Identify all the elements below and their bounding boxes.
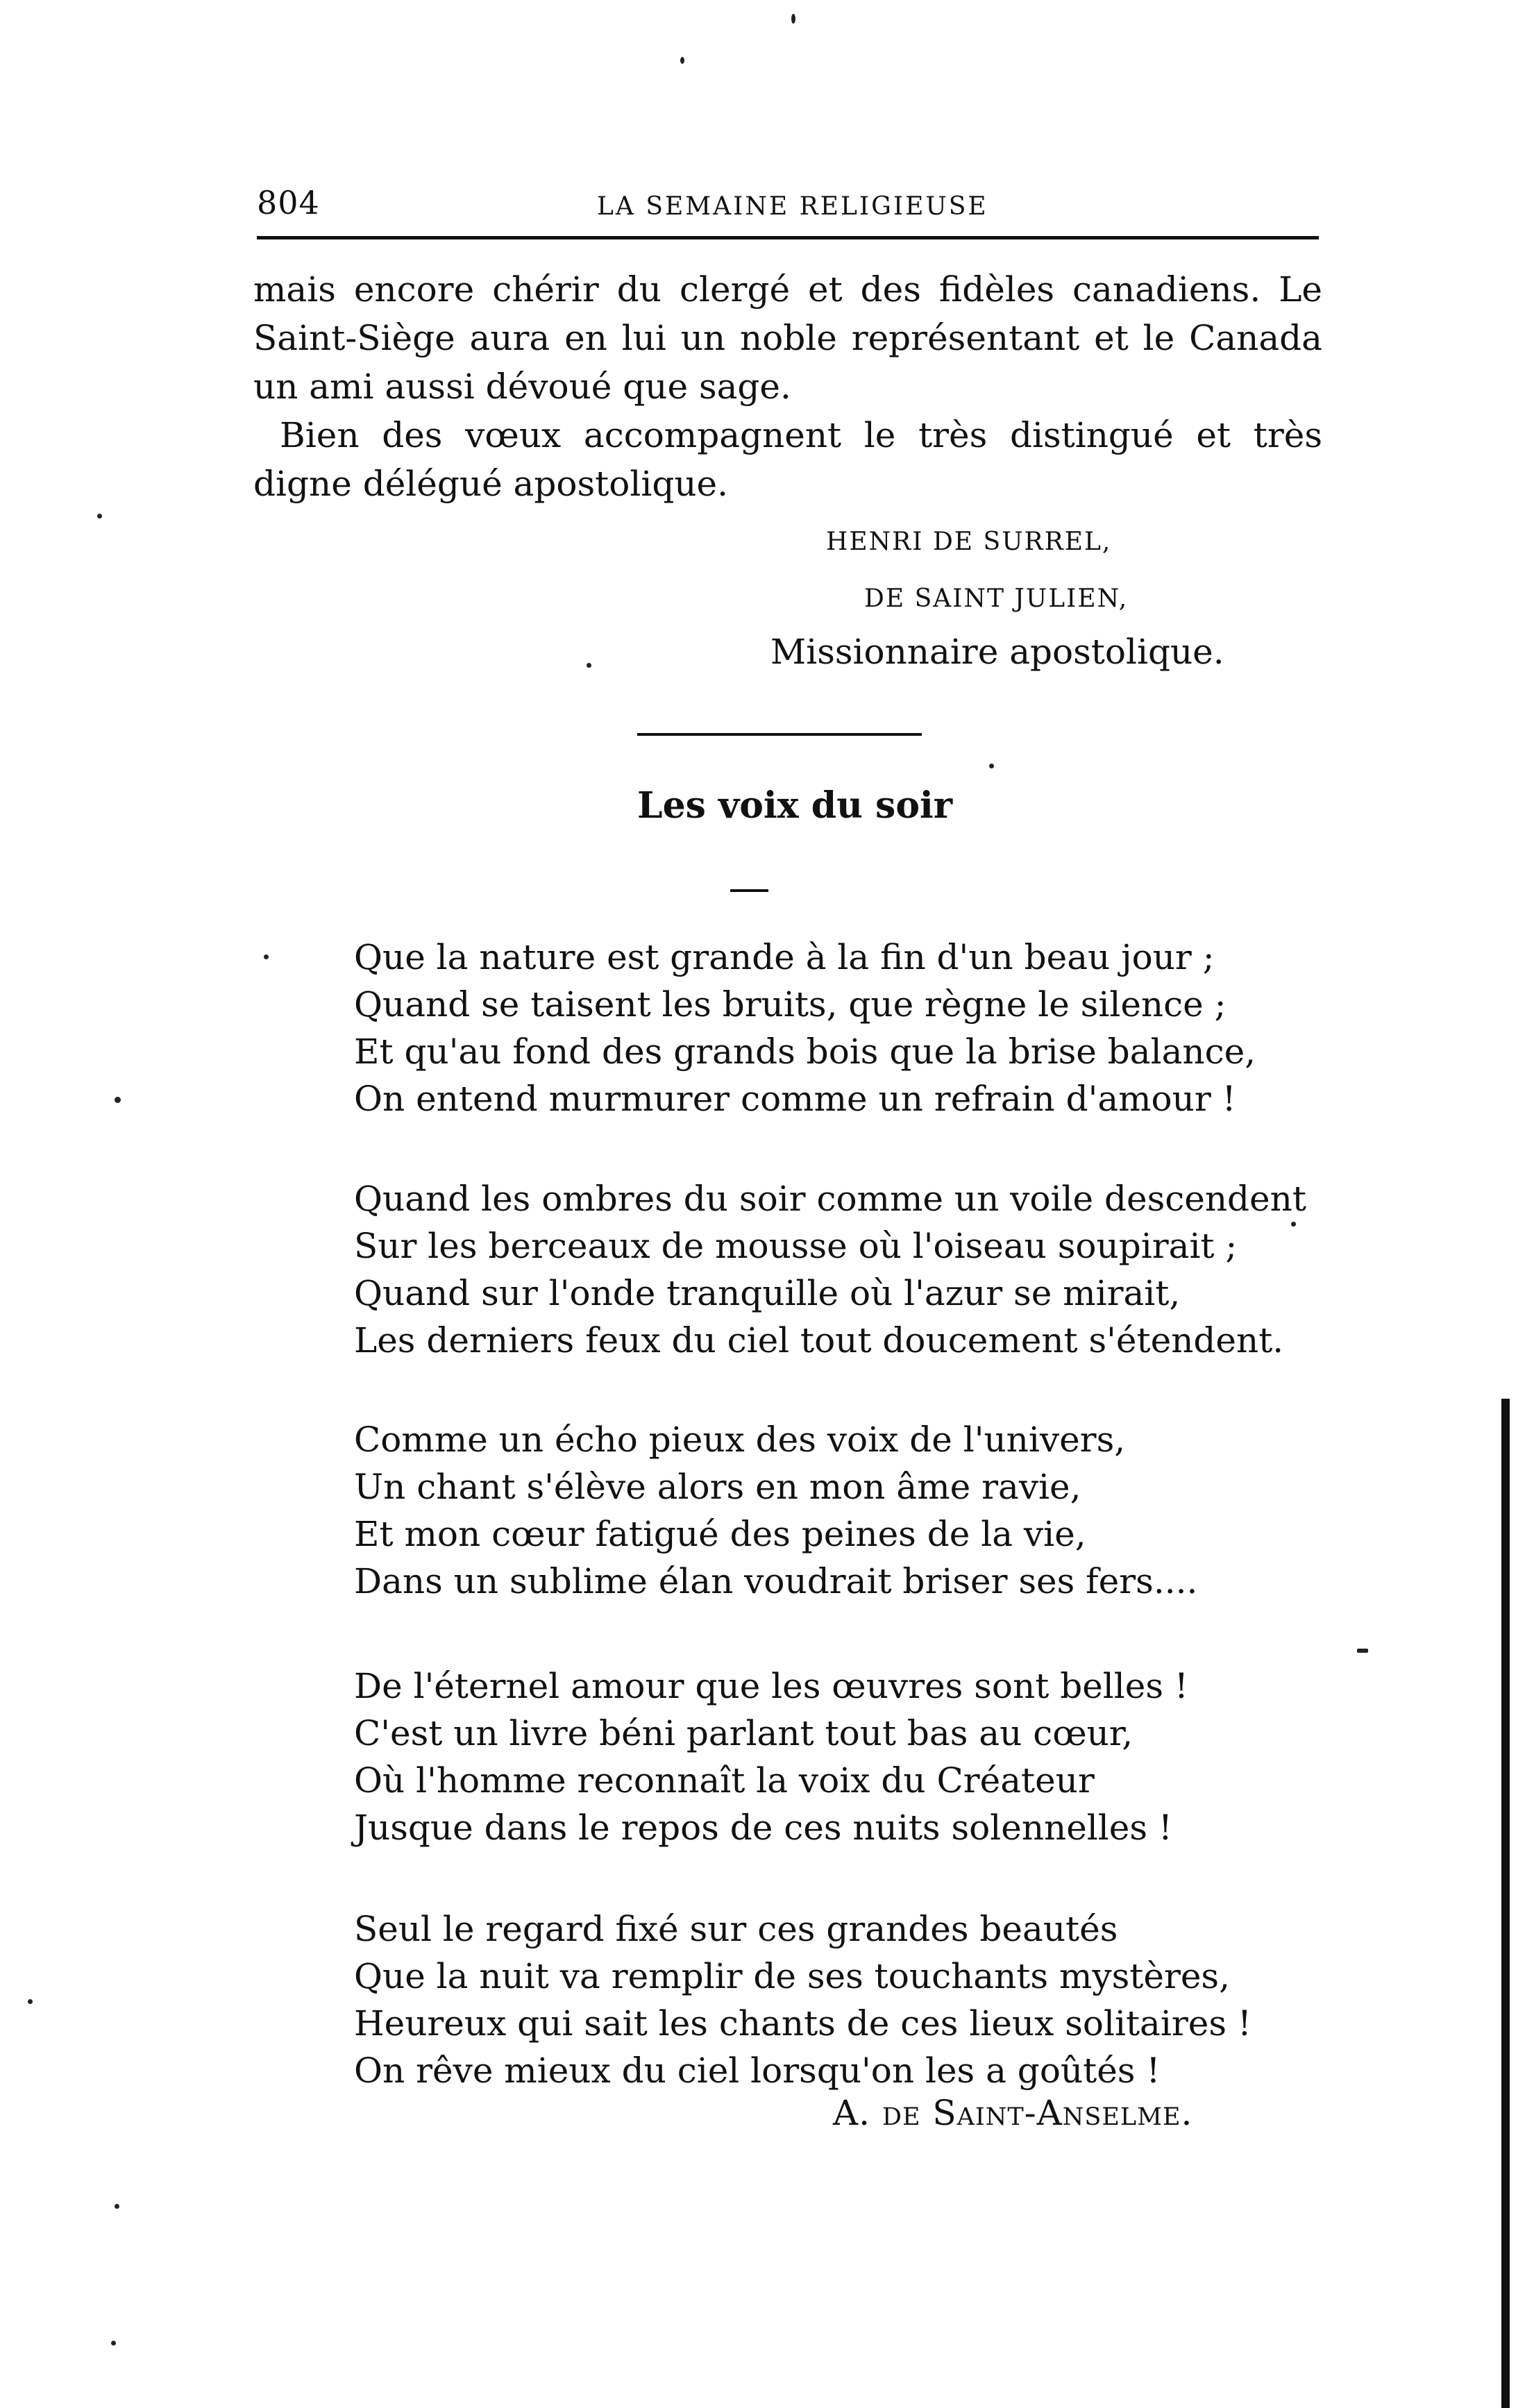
stanza-1 [354,934,1326,1122]
scan-speck [115,2204,119,2209]
scan-speck [115,1097,121,1103]
verse: Heureux qui sait les chants de ces lieux solitaires ! [354,2003,1251,2044]
header-rule [257,236,1319,239]
verse: Sur les berceaux de mousse où l'oiseau soupirait ; [354,1226,1238,1266]
prose-block [253,265,1322,508]
section-divider [637,733,922,736]
scan-edge-bar [1501,1399,1510,2408]
stanza-3 [354,1416,1326,1605]
verse: Seul le regard fixé sur ces grandes beautés [354,1909,1118,1949]
stanza-5 [354,1905,1326,2094]
verse: Dans un sublime élan voudrait briser ses fers.... [354,1561,1198,1601]
stanza-4 [354,1662,1326,1851]
verse: Que la nuit va remplir de ses touchants mystères, [354,1956,1230,1996]
verse: Quand sur l'onde tranquille où l'azur se mirait, [354,1273,1181,1313]
verse: Quand se taisent les bruits, que règne le silence ; [354,984,1227,1025]
scan-speck [680,57,684,64]
scan-speck [1291,1222,1296,1227]
scan-speck [791,14,795,24]
signature-surname: DE SAINT JULIEN, [864,584,1129,613]
running-head: LA SEMAINE RELIGIEUSE [597,192,988,221]
scan-speck [587,663,591,668]
poem-title: Les voix du soir [637,784,953,827]
scan-speck [97,514,102,519]
scan-speck [28,1999,33,2004]
poem-author: A. de Saint-Anselme. [833,2093,1193,2133]
verse: Un chant s'élève alors en mon âme ravie, [354,1467,1081,1507]
verse: Où l'homme reconnaît la voix du Créateur [354,1760,1095,1801]
title-dash [730,889,768,892]
signature-name: HENRI DE SURREL, [826,528,1112,556]
page-number: 804 [257,184,320,221]
scan-speck [989,764,994,768]
verse: C'est un livre béni parlant tout bas au cœur, [354,1713,1133,1753]
verse: Jusque dans le repos de ces nuits solennelles ! [354,1808,1173,1848]
signature-title: Missionnaire apostolique. [770,632,1224,672]
page-header [257,177,1319,233]
verse: Comme un écho pieux des voix de l'univers, [354,1420,1126,1460]
verse: De l'éternel amour que les œuvres sont belles ! [354,1666,1189,1706]
scan-speck [1357,1649,1368,1653]
verse: Et qu'au fond des grands bois que la brise balance, [354,1032,1256,1072]
verse: Et mon cœur fatigué des peines de la vie, [354,1514,1086,1554]
prose-paragraph-1: mais encore chérir du clergé et des fidèles canadiens. Le Saint-Siège aura en lui un noble représentant et le Canada un ami aussi dévoué que sage. [253,269,1322,407]
verse: On rêve mieux du ciel lorsqu'on les a goûtés ! [354,2051,1161,2091]
verse: Que la nature est grande à la fin d'un beau jour ; [354,937,1215,977]
verse: Les derniers feux du ciel tout doucement s'étendent. [354,1320,1284,1361]
scan-speck [264,954,269,959]
verse: Quand les ombres du soir comme un voile descendent [354,1179,1306,1219]
stanza-2 [354,1175,1326,1364]
scan-speck [111,2341,116,2346]
prose-paragraph-2: Bien des vœux accompagnent le très distingué et très digne délégué apostolique. [253,415,1322,504]
verse: On entend murmurer comme un refrain d'amour ! [354,1079,1236,1119]
